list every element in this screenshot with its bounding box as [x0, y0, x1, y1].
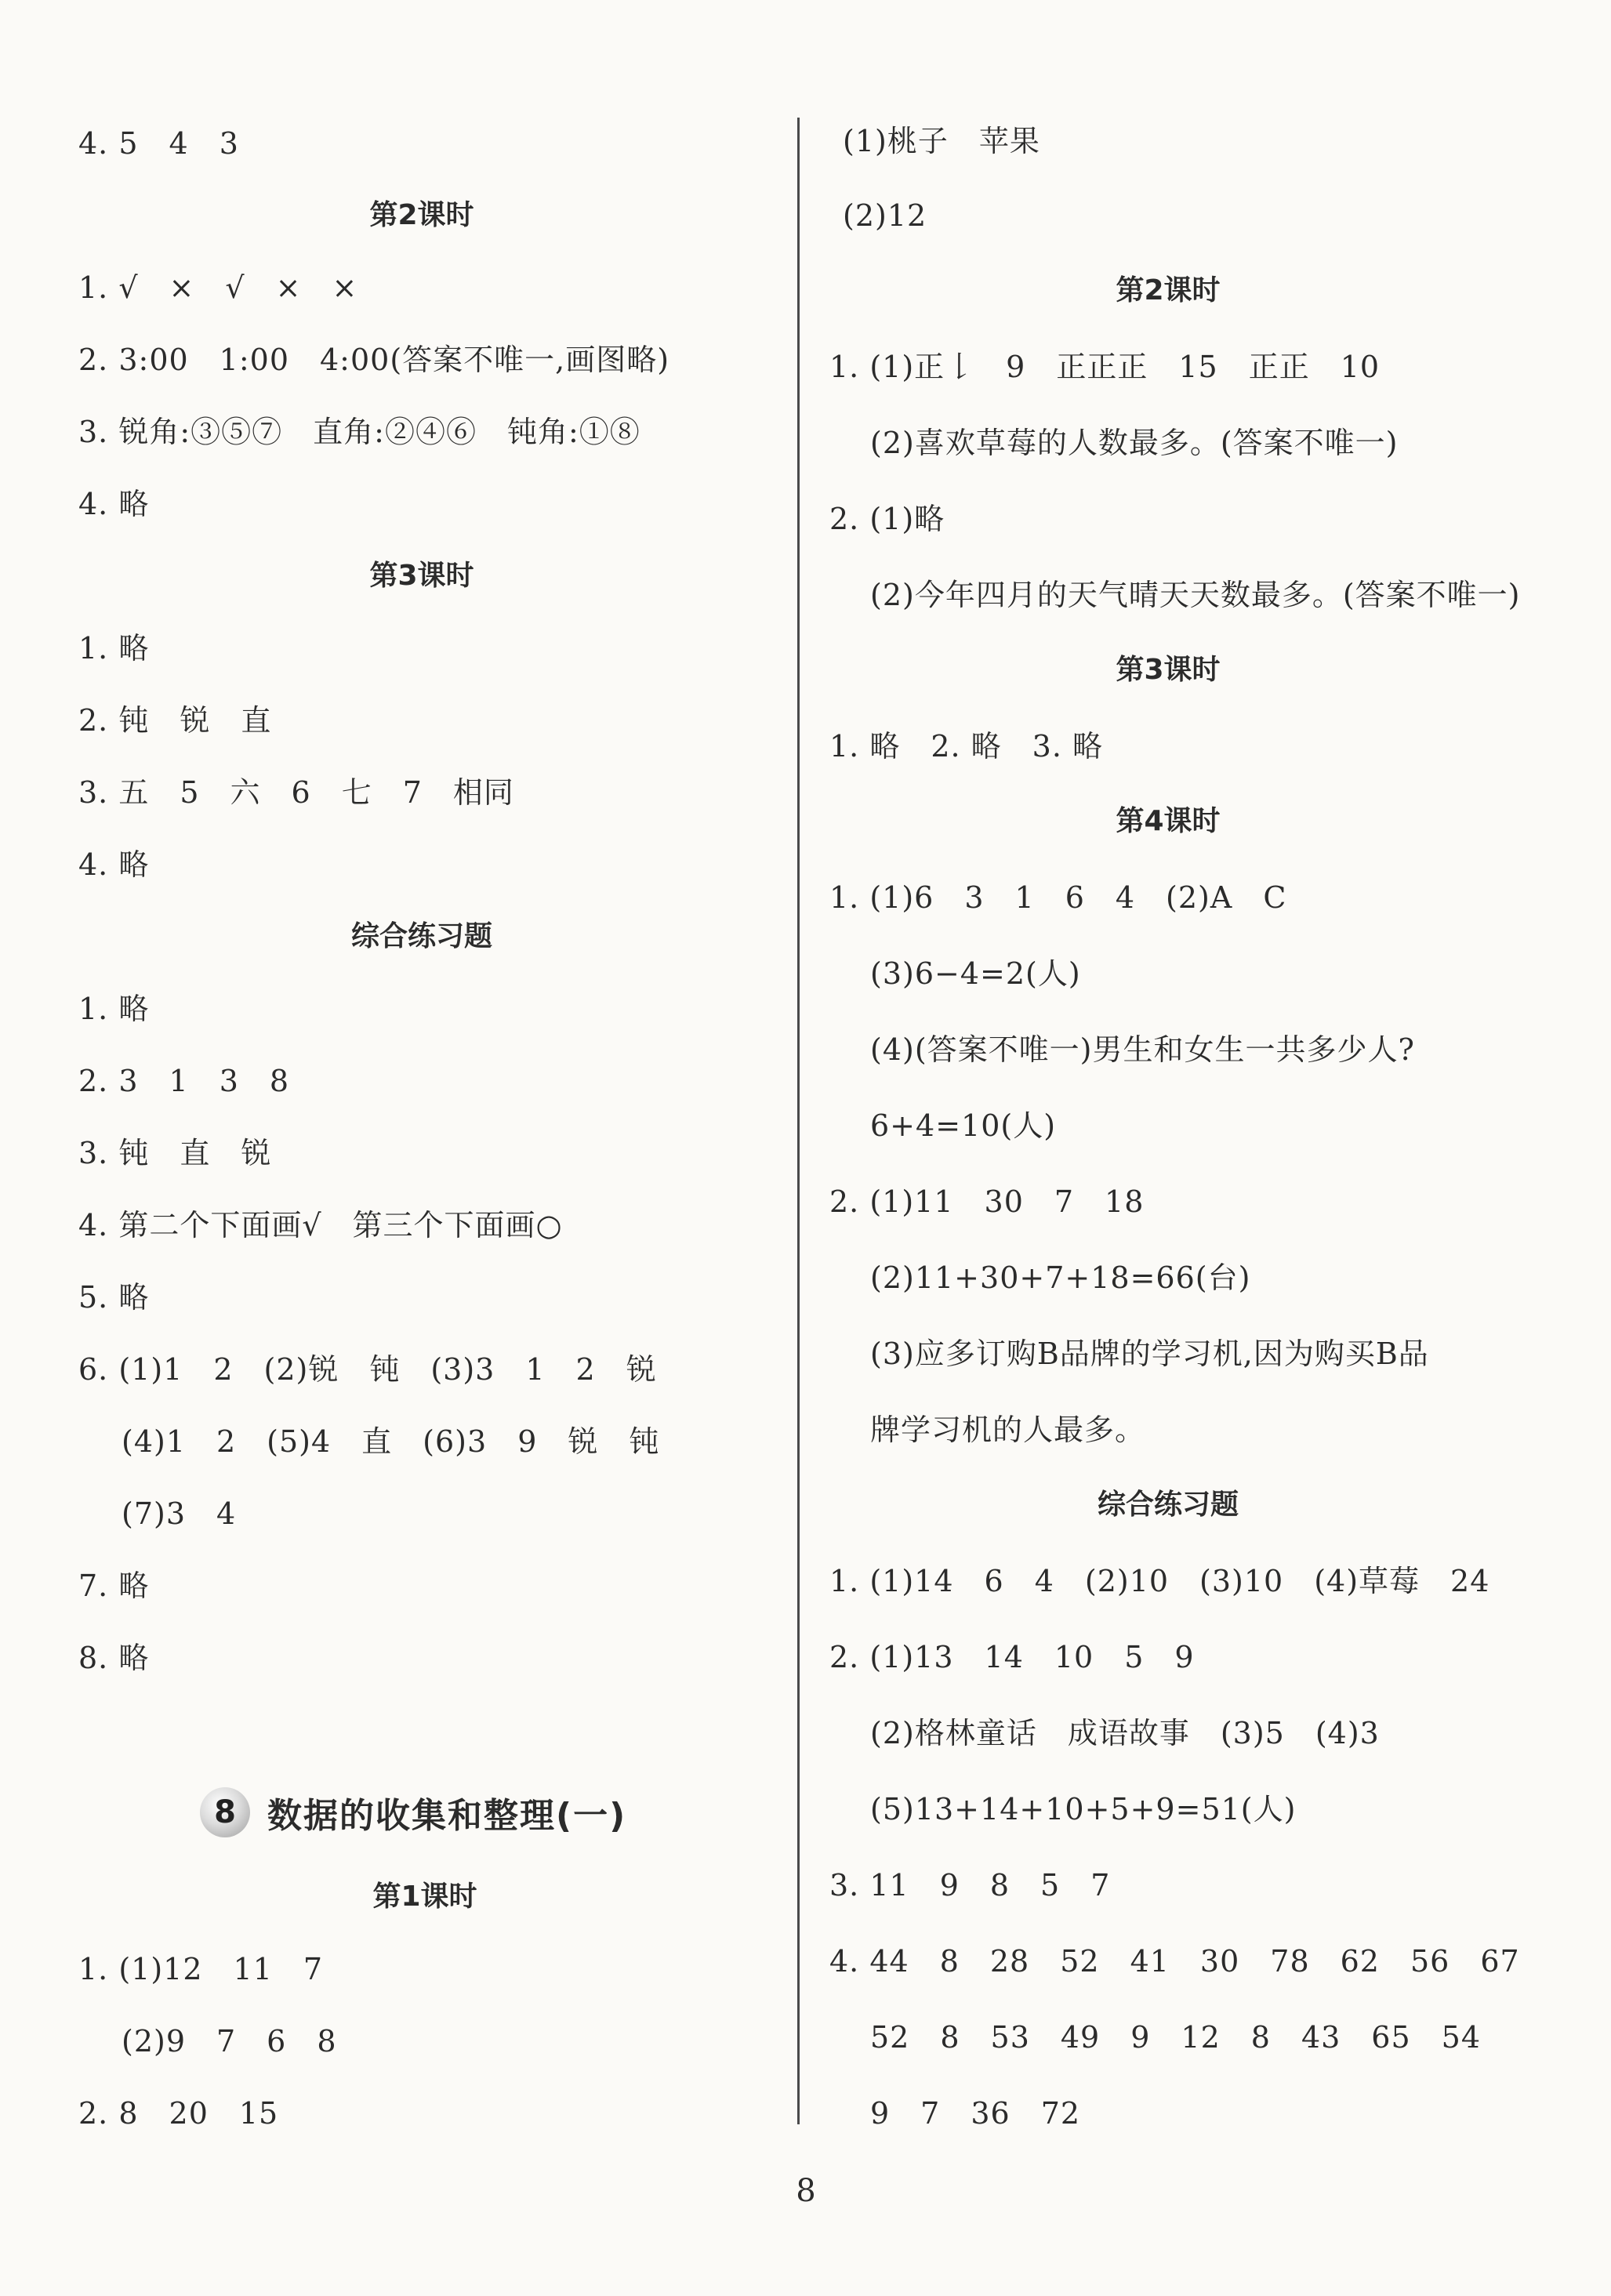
section-heading: 第4课时 [1116, 805, 1221, 837]
answer-line: 1. (1)12 11 7 [78, 1952, 324, 1986]
answer-line: (4)(答案不唯一)男生和女生一共多少人? [870, 1032, 1415, 1067]
page-number: 8 [796, 2173, 816, 2209]
section-heading: 第3课时 [1116, 654, 1221, 686]
answer-line: (2)今年四月的天气晴天天数最多。(答案不唯一) [870, 578, 1521, 612]
section-heading: 第2课时 [369, 199, 474, 231]
answer-line: 2. 3 1 3 8 [78, 1064, 290, 1098]
answer-line: (2)喜欢草莓的人数最多。(答案不唯一) [870, 426, 1399, 460]
section-heading: 第1课时 [372, 1881, 477, 1913]
answer-line: 3. 钝 直 锐 [78, 1136, 272, 1170]
answer-line: (4)1 2 (5)4 直 (6)3 9 锐 钝 [122, 1424, 660, 1459]
section-heading: 第2课时 [1116, 274, 1221, 306]
answer-line: 6+4=10(人) [870, 1108, 1057, 1143]
answer-line: (2)9 7 6 8 [122, 2024, 337, 2058]
column-divider [797, 118, 800, 2124]
chapter-header [200, 1787, 626, 1837]
answer-line: (1)桃子 苹果 [843, 124, 1040, 158]
answer-line: (3)应多订购B品牌的学习机,因为购买B品 [870, 1337, 1429, 1371]
answer-line: 9 7 36 72 [870, 2096, 1081, 2131]
answer-line: 1. (1)6 3 1 6 4 (2)A C [829, 880, 1287, 915]
answer-line: (5)13+14+10+5+9=51(人) [870, 1792, 1297, 1826]
answer-line: 4. 第二个下面画√ 第三个下面画○ [78, 1208, 563, 1242]
answer-line: 6. (1)1 2 (2)锐 钝 (3)3 1 2 锐 [78, 1352, 657, 1387]
answer-line: 2. 8 20 15 [78, 2096, 279, 2131]
answer-line: 2. 钝 锐 直 [78, 703, 272, 738]
section-heading: 综合练习题 [1097, 1489, 1239, 1521]
answer-line: 牌学习机的人最多。 [870, 1413, 1146, 1447]
chapter-number-badge: 8 [200, 1787, 250, 1837]
answer-line: 4. 略 [78, 847, 150, 882]
answer-line: 8. 略 [78, 1641, 150, 1675]
answer-line: (2)12 [843, 198, 927, 233]
answer-line: 4. 5 4 3 [78, 126, 239, 161]
answer-line: 4. 44 8 28 52 41 30 78 62 56 67 [829, 1944, 1520, 1979]
answer-line: 52 8 53 49 9 12 8 43 65 54 [870, 2020, 1482, 2055]
section-heading: 综合练习题 [350, 920, 493, 952]
answer-line: 2. (1)略 [829, 502, 945, 536]
answer-line: 1. 略 [78, 631, 150, 666]
answer-line: 3. 五 5 六 6 七 7 相同 [78, 775, 514, 810]
answer-line: 3. 11 9 8 5 7 [829, 1868, 1111, 1902]
answer-line: (7)3 4 [122, 1496, 237, 1531]
answer-line: 1. 略 [78, 992, 150, 1026]
answer-line: 1. (1)正𠄌 9 正正正 15 正正 10 [829, 350, 1381, 384]
answer-line: 1. 略 2. 略 3. 略 [829, 729, 1104, 764]
section-heading: 第3课时 [369, 560, 474, 592]
answer-line: 1. √ × √ × × [78, 270, 358, 305]
answer-line: 4. 略 [78, 487, 150, 521]
answer-line: 7. 略 [78, 1569, 150, 1603]
answer-line: (2)11+30+7+18=66(台) [870, 1260, 1251, 1295]
answer-line: 3. 锐角:③⑤⑦ 直角:②④⑥ 钝角:①⑧ [78, 415, 640, 449]
answer-line: 1. (1)14 6 4 (2)10 (3)10 (4)草莓 24 [829, 1564, 1490, 1598]
answer-line: 5. 略 [78, 1280, 150, 1315]
answer-line: (3)6−4=2(人) [870, 956, 1081, 991]
answer-line: 2. 3:00 1:00 4:00(答案不唯一,画图略) [78, 343, 670, 377]
answer-line: 2. (1)13 14 10 5 9 [829, 1640, 1195, 1674]
answer-line: 2. (1)11 30 7 18 [829, 1184, 1145, 1219]
answer-line: (2)格林童话 成语故事 (3)5 (4)3 [870, 1716, 1380, 1750]
chapter-title: 数据的收集和整理(一) [267, 1796, 627, 1836]
